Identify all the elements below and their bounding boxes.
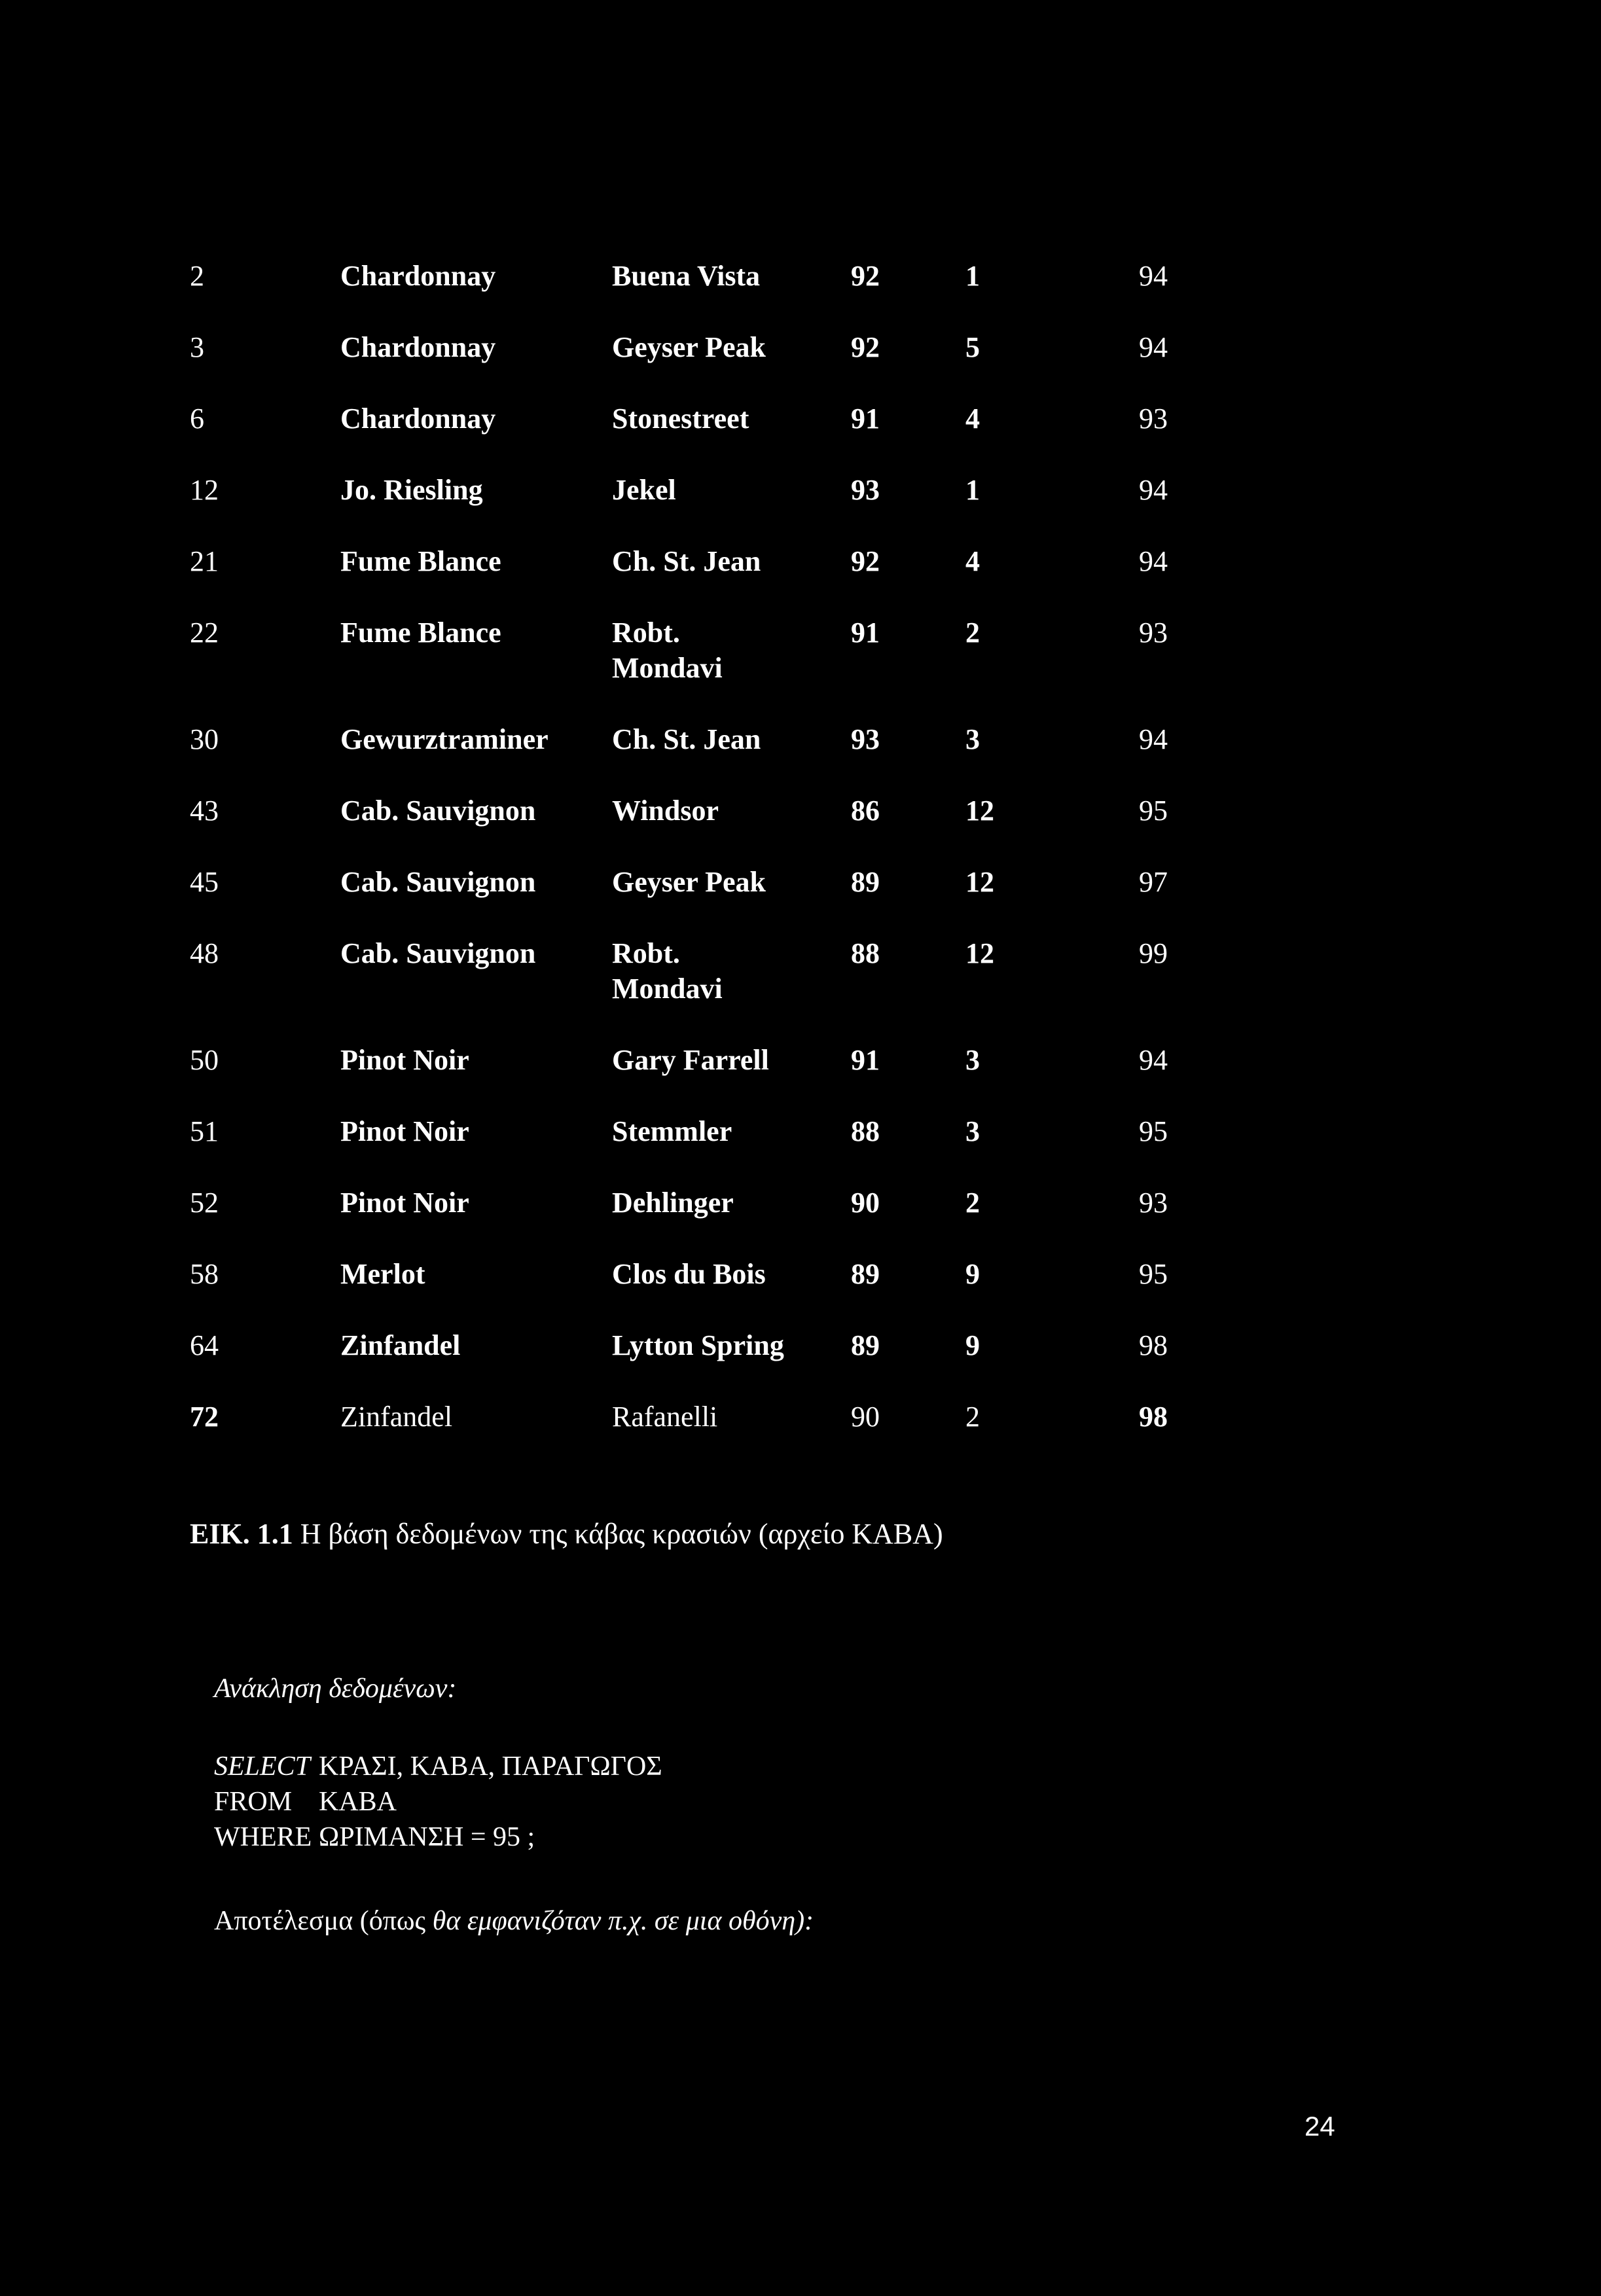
cell-quantity: 3 <box>965 723 980 755</box>
cell-quantity: 12 <box>965 937 994 969</box>
cell-maturity: 97 <box>1139 866 1168 898</box>
producer-line-2: Mondavi <box>612 973 723 1005</box>
cell-id: 43 <box>190 795 219 827</box>
cell-quantity: 4 <box>965 403 980 435</box>
cell-producer: Stemmler <box>612 1115 732 1147</box>
cell-maturity: 94 <box>1139 723 1168 755</box>
cell-producer: Ch. St. Jean <box>612 545 761 577</box>
recall-heading: Ανάκληση δεδομένων: <box>214 1674 457 1704</box>
cell-maturity: 99 <box>1139 937 1168 969</box>
cell-producer: Windsor <box>612 795 719 827</box>
cell-year: 90 <box>851 1187 880 1219</box>
cell-producer: Clos du Bois <box>612 1258 766 1290</box>
table-row <box>190 330 1217 401</box>
sql-from-table: ΚΑΒΑ <box>319 1787 397 1817</box>
sql-select-keyword: SELECT <box>214 1751 311 1782</box>
cell-year: 92 <box>851 260 880 292</box>
result-text-italic: θα εμφανιζόταν π.χ. σε μια οθόνη): <box>432 1906 814 1936</box>
cell-producer: Jekel <box>612 474 676 506</box>
cell-year: 90 <box>851 1401 880 1433</box>
cell-quantity: 5 <box>965 331 980 363</box>
cell-year: 91 <box>851 1044 880 1076</box>
cell-id: 48 <box>190 937 219 969</box>
sql-query <box>214 1749 662 1855</box>
cell-wine: Cab. Sauvignon <box>340 795 536 827</box>
producer-line-1: Robt. <box>612 617 680 649</box>
table-row <box>190 1328 1217 1399</box>
cell-year: 92 <box>851 331 880 363</box>
cell-wine: Pinot Noir <box>340 1115 469 1147</box>
cell-year: 89 <box>851 1258 880 1290</box>
cell-quantity: 12 <box>965 866 994 898</box>
producer-line-2: Mondavi <box>612 652 723 684</box>
table-row <box>190 1257 1217 1328</box>
cell-id: 6 <box>190 403 204 435</box>
cell-producer: Gary Farrell <box>612 1044 769 1076</box>
cell-producer: Dehlinger <box>612 1187 734 1219</box>
cell-maturity: 93 <box>1139 403 1168 435</box>
cell-id: 2 <box>190 260 204 292</box>
table-row <box>190 1114 1217 1185</box>
table-row <box>190 1043 1217 1114</box>
table-row <box>190 1185 1217 1257</box>
figure-caption-text: Η βάση δεδομένων της κάβας κρασιών (αρχείο ΚΑΒΑ) <box>293 1518 943 1550</box>
cell-wine: Chardonnay <box>340 331 496 363</box>
cell-producer: Lytton Spring <box>612 1329 784 1361</box>
sql-from-keyword: FROM <box>214 1787 293 1817</box>
cell-maturity: 94 <box>1139 1044 1168 1076</box>
cell-wine: Merlot <box>340 1258 425 1290</box>
cell-quantity: 1 <box>965 260 980 292</box>
page-number: 24 <box>1304 2111 1335 2142</box>
cell-maturity: 94 <box>1139 474 1168 506</box>
cell-maturity: 98 <box>1139 1329 1168 1361</box>
cell-quantity: 9 <box>965 1258 980 1290</box>
cell-year: 93 <box>851 474 880 506</box>
cell-wine: Pinot Noir <box>340 1044 469 1076</box>
producer-line-1: Robt. <box>612 937 680 969</box>
cell-quantity: 9 <box>965 1329 980 1361</box>
cell-year: 88 <box>851 1115 880 1147</box>
sql-where-keyword: WHERE <box>214 1822 312 1852</box>
cell-maturity: 95 <box>1139 1115 1168 1147</box>
cell-producer: Geyser Peak <box>612 866 766 898</box>
cell-id: 30 <box>190 723 219 755</box>
cell-year: 89 <box>851 866 880 898</box>
cell-wine: Pinot Noir <box>340 1187 469 1219</box>
cell-maturity: 94 <box>1139 545 1168 577</box>
cell-producer: Buena Vista <box>612 260 761 292</box>
cell-year: 89 <box>851 1329 880 1361</box>
cell-quantity: 4 <box>965 545 980 577</box>
cell-wine: Fume Blance <box>340 545 501 577</box>
cell-wine: Chardonnay <box>340 403 496 435</box>
cell-id: 21 <box>190 545 219 577</box>
cell-maturity: 98 <box>1139 1401 1168 1433</box>
cell-maturity: 94 <box>1139 331 1168 363</box>
cell-wine: Zinfandel <box>340 1329 461 1361</box>
cell-year: 92 <box>851 545 880 577</box>
figure-label: ΕΙΚ. 1.1 <box>190 1518 293 1550</box>
cell-producer: Geyser Peak <box>612 331 766 363</box>
cell-producer: Rafanelli <box>612 1401 718 1433</box>
cell-year: 88 <box>851 937 880 969</box>
cell-id: 52 <box>190 1187 219 1219</box>
cell-id: 3 <box>190 331 204 363</box>
cell-id: 58 <box>190 1258 219 1290</box>
cell-maturity: 93 <box>1139 617 1168 649</box>
cell-maturity: 95 <box>1139 795 1168 827</box>
sql-where-condition: ΩΡΙΜΑΝΣΗ = 95 ; <box>319 1822 535 1852</box>
cell-producer: Stonestreet <box>612 403 749 435</box>
result-paragraph <box>214 1903 934 1939</box>
table-row <box>190 722 1217 793</box>
cell-id: 72 <box>190 1401 219 1433</box>
table-row <box>190 936 1217 1043</box>
cell-maturity: 93 <box>1139 1187 1168 1219</box>
cell-wine: Fume Blance <box>340 617 501 649</box>
figure-caption <box>190 1517 943 1551</box>
cell-producer: Ch. St. Jean <box>612 723 761 755</box>
cell-year: 91 <box>851 617 880 649</box>
cell-id: 64 <box>190 1329 219 1361</box>
sql-select-columns: ΚΡΑΣΙ, ΚΑΒΑ, ΠΑΡΑΓΩΓΟΣ <box>319 1751 662 1782</box>
cell-quantity: 1 <box>965 474 980 506</box>
table-row <box>190 865 1217 936</box>
cell-quantity: 3 <box>965 1115 980 1147</box>
cell-quantity: 2 <box>965 617 980 649</box>
cell-maturity: 94 <box>1139 260 1168 292</box>
cell-quantity: 2 <box>965 1187 980 1219</box>
cell-wine: Cab. Sauvignon <box>340 866 536 898</box>
result-text: Αποτέλεσμα (όπως <box>214 1906 433 1936</box>
table-row <box>190 793 1217 865</box>
table-row <box>190 1399 1217 1471</box>
cell-id: 50 <box>190 1044 219 1076</box>
cell-id: 51 <box>190 1115 219 1147</box>
sql-where-line <box>214 1820 662 1855</box>
cell-year: 86 <box>851 795 880 827</box>
table-row <box>190 401 1217 473</box>
cell-wine: Zinfandel <box>340 1401 453 1433</box>
wine-cellar-table <box>190 259 1217 1471</box>
sql-from-line <box>214 1784 662 1820</box>
cell-year: 93 <box>851 723 880 755</box>
table-row <box>190 259 1217 330</box>
table-row <box>190 544 1217 615</box>
cell-wine: Cab. Sauvignon <box>340 937 536 969</box>
cell-maturity: 95 <box>1139 1258 1168 1290</box>
table-row <box>190 615 1217 722</box>
cell-id: 12 <box>190 474 219 506</box>
cell-quantity: 2 <box>965 1401 980 1433</box>
sql-select-line <box>214 1749 662 1784</box>
cell-quantity: 3 <box>965 1044 980 1076</box>
cell-wine: Jo. Riesling <box>340 474 483 506</box>
cell-wine: Chardonnay <box>340 260 496 292</box>
cell-id: 45 <box>190 866 219 898</box>
cell-year: 91 <box>851 403 880 435</box>
table-row <box>190 473 1217 544</box>
cell-producer <box>612 615 851 722</box>
cell-quantity: 12 <box>965 795 994 827</box>
cell-id: 22 <box>190 617 219 649</box>
cell-wine: Gewurztraminer <box>340 723 549 755</box>
cell-producer <box>612 936 851 1043</box>
